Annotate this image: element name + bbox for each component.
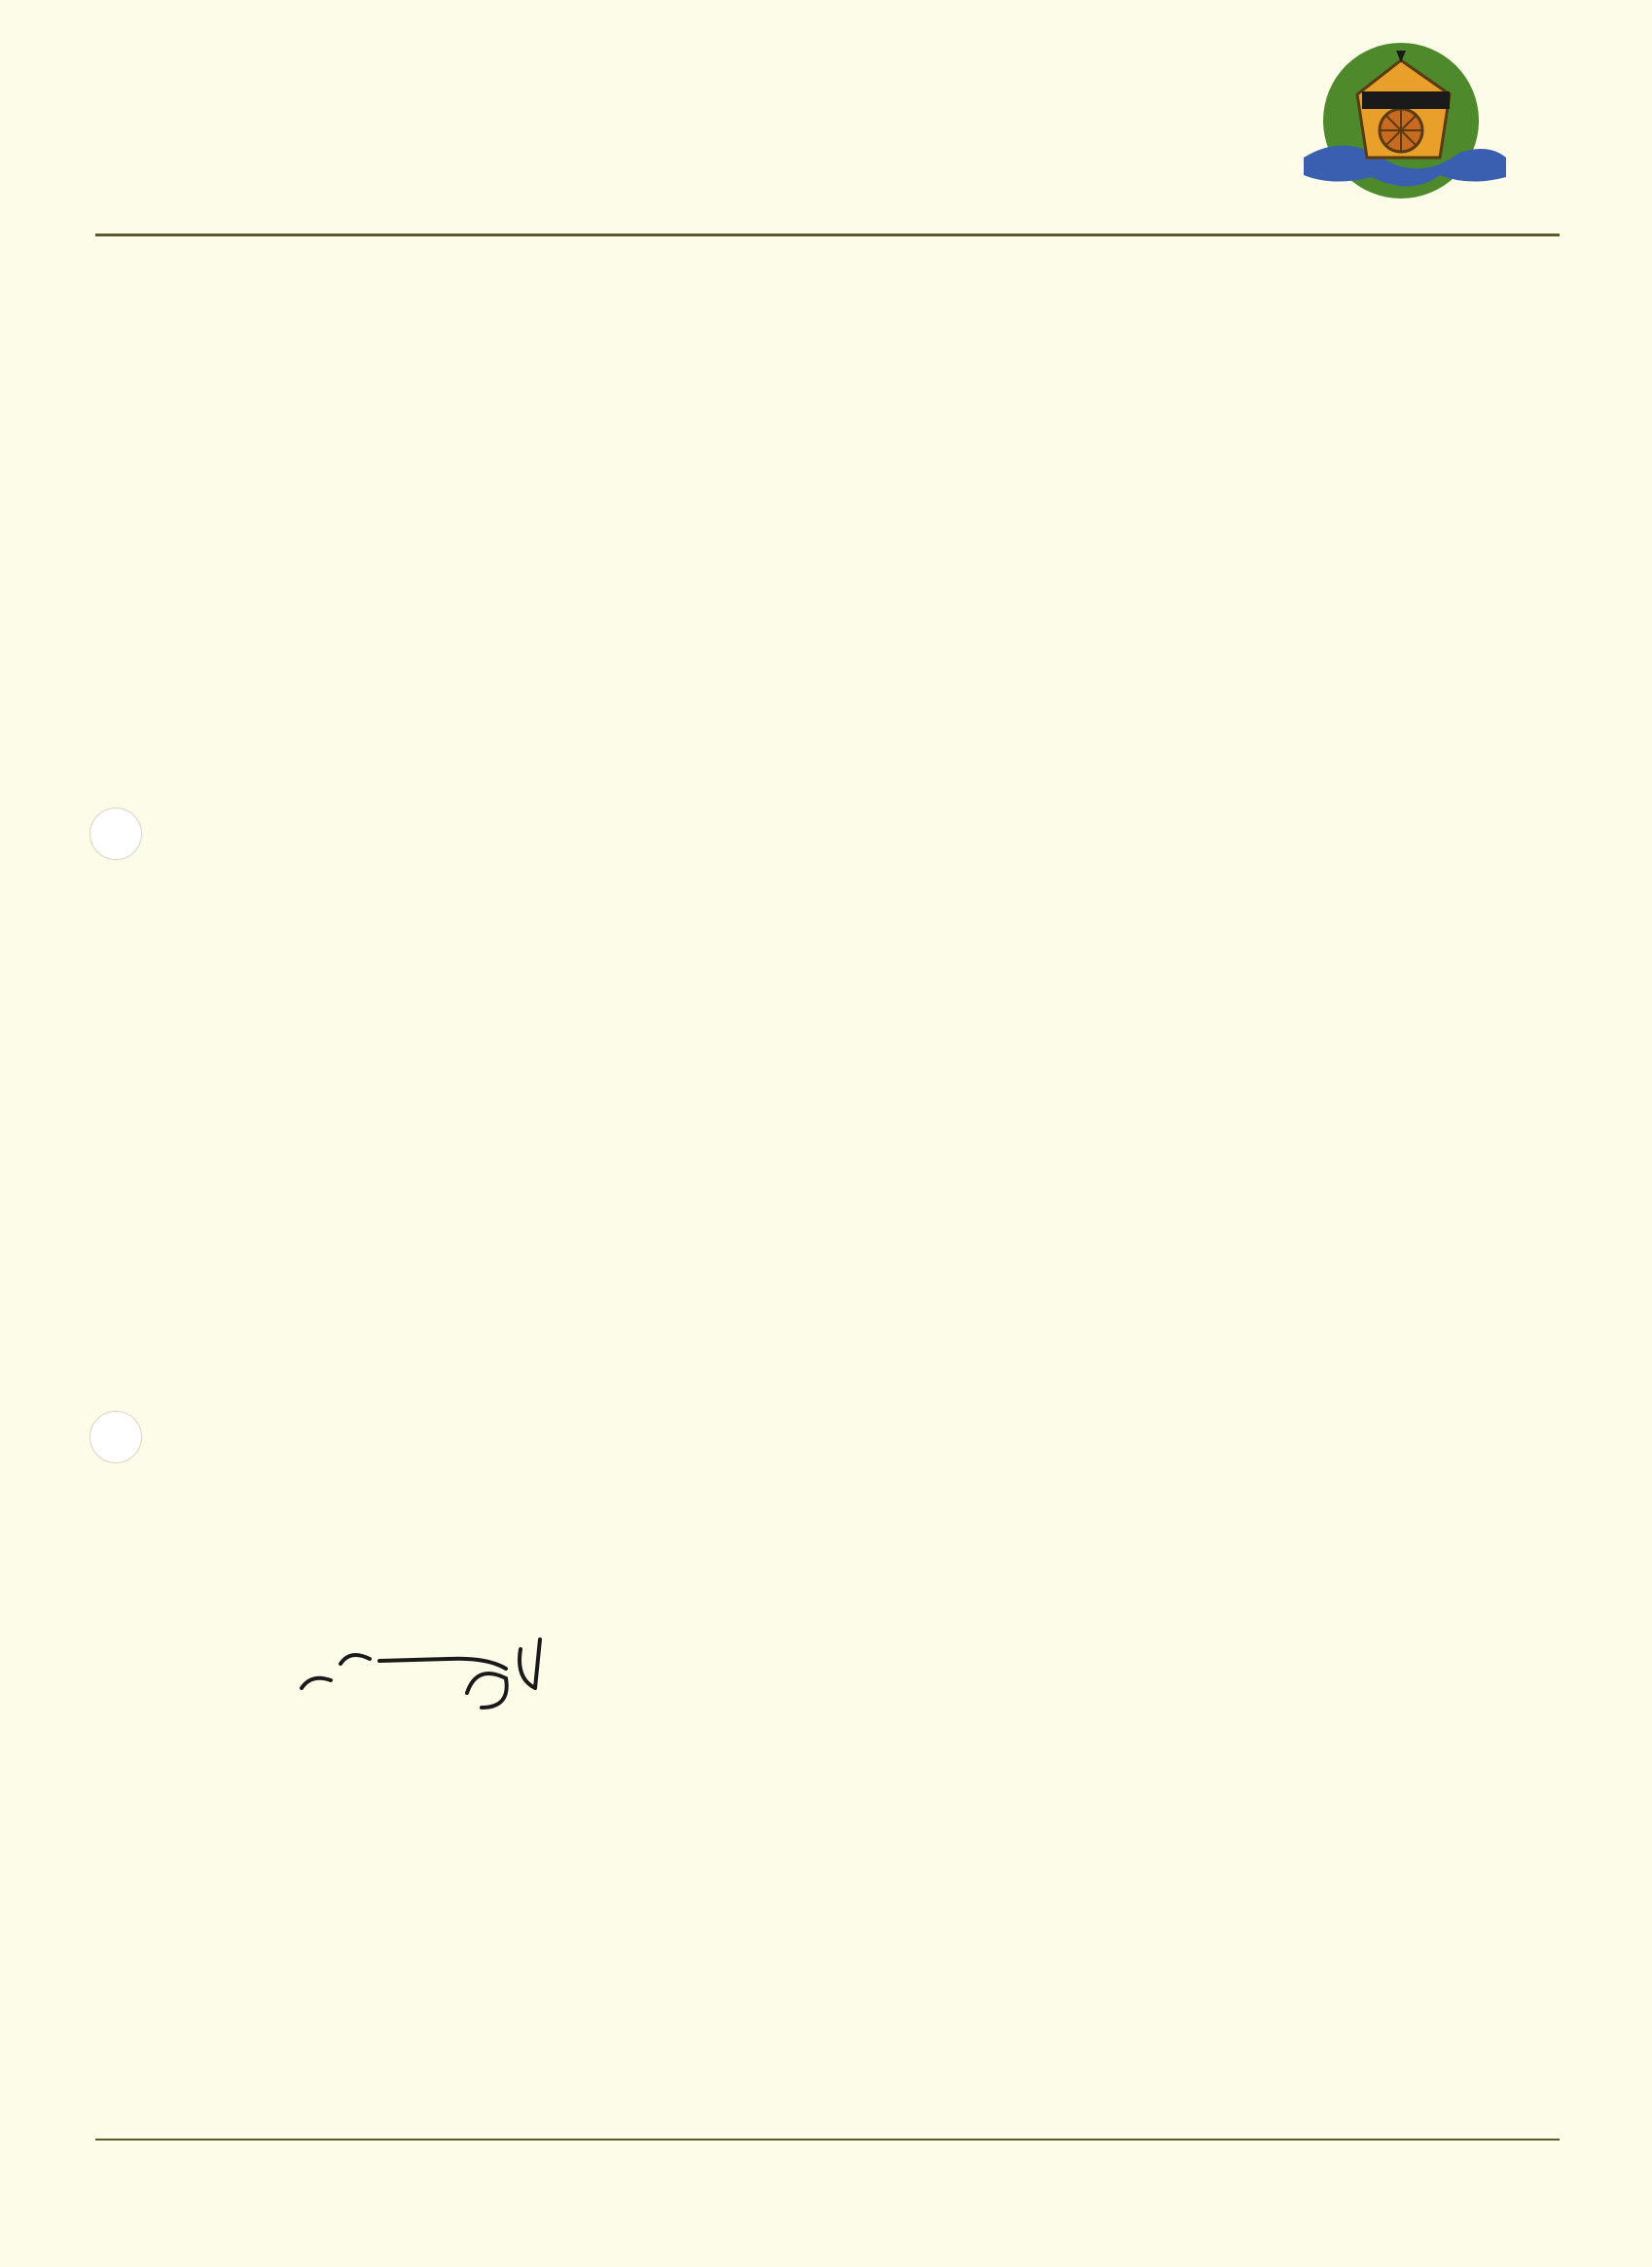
handwritten-hijri-date	[1033, 1493, 1049, 1542]
handwritten-gregorian-date	[1319, 1568, 1331, 1608]
handwritten-decision-number	[998, 378, 1041, 441]
header-divider	[95, 234, 1560, 236]
gregorian-date-row	[1319, 1568, 1331, 1608]
decision-number-row	[998, 378, 1041, 441]
governorate-seal-logo	[1304, 41, 1508, 206]
punch-hole	[90, 808, 142, 860]
footer-divider	[95, 2139, 1560, 2141]
punch-hole	[90, 1411, 142, 1463]
handwritten-signature	[272, 1620, 593, 1746]
hijri-date-row	[1033, 1493, 1049, 1542]
